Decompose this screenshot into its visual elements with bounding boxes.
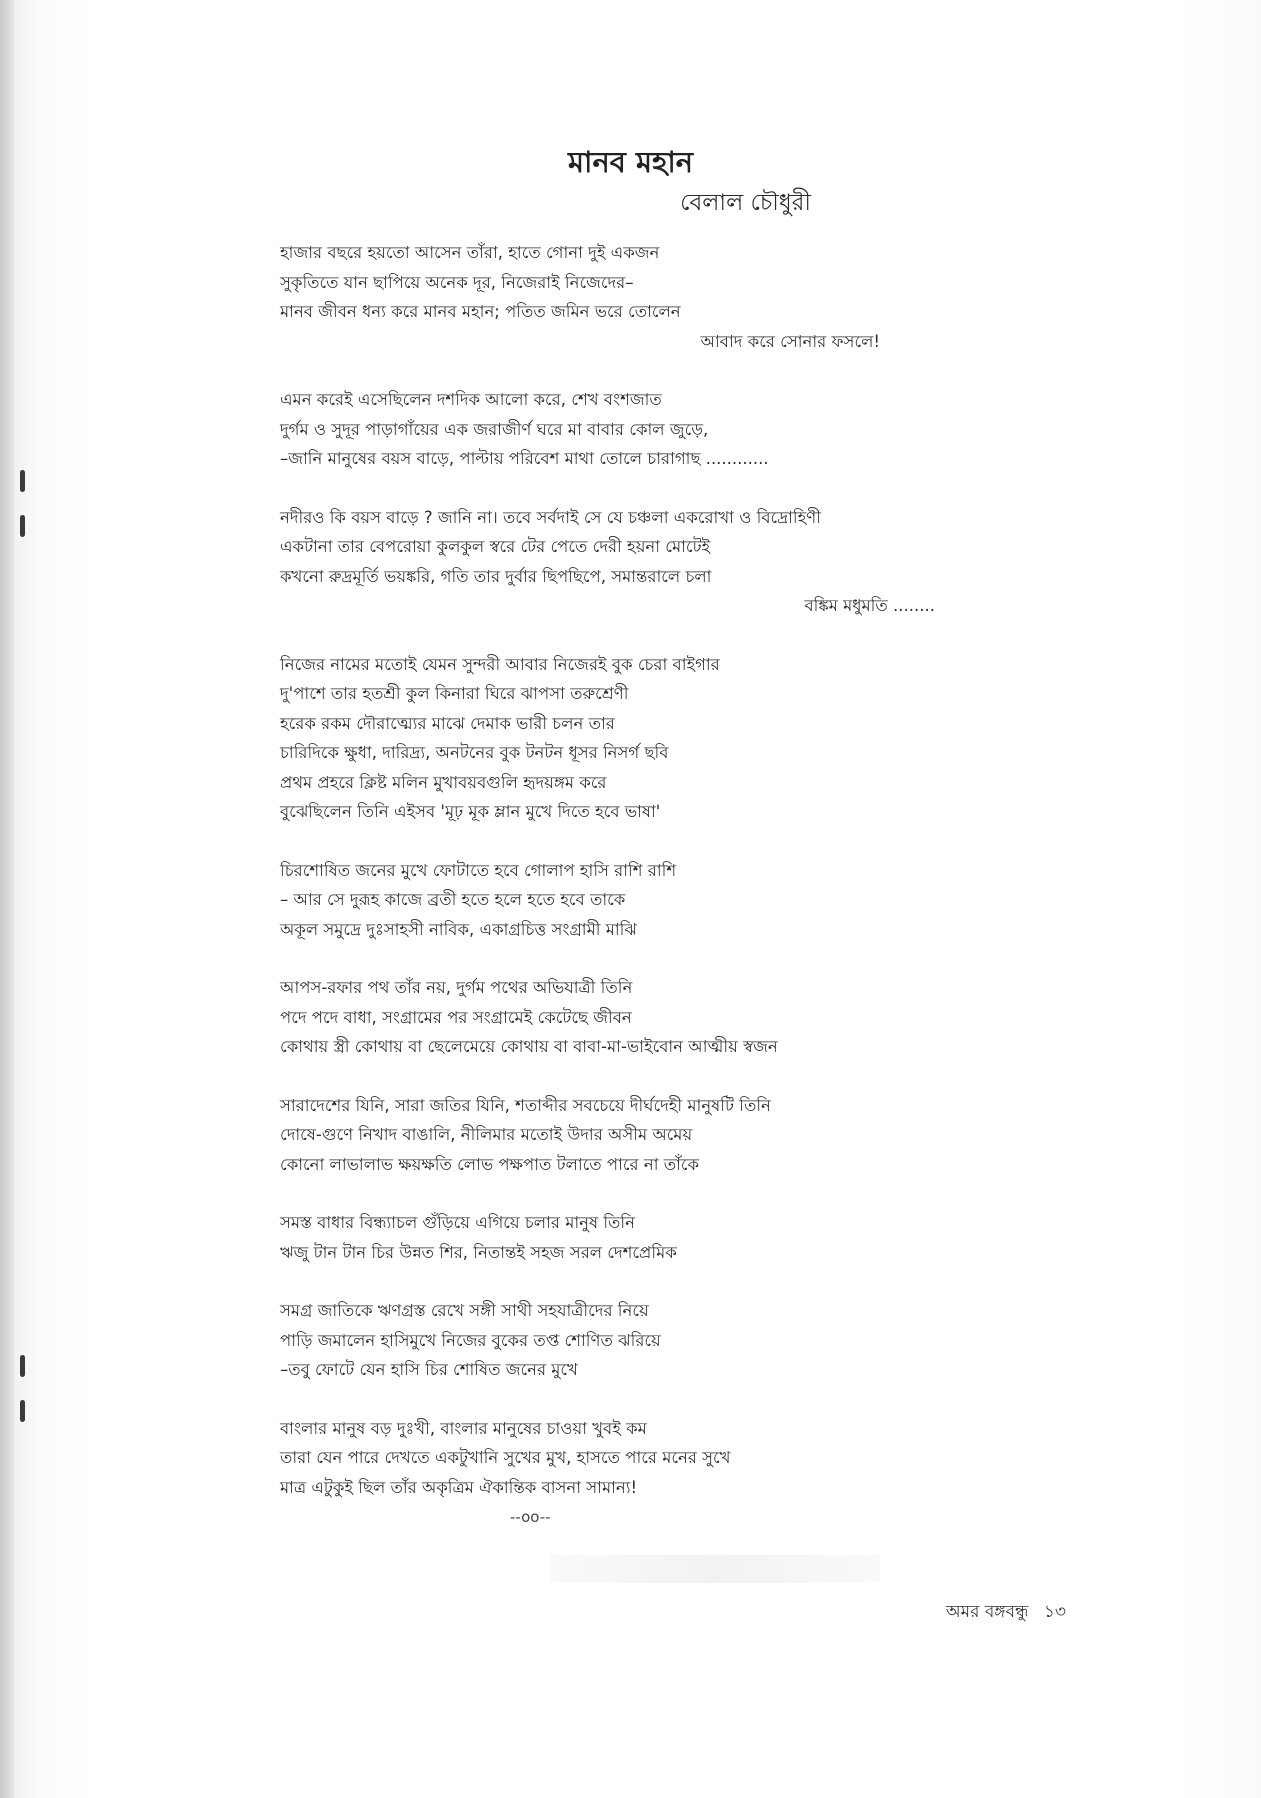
- poem-line: – আর সে দুরূহ কাজে ব্রতী হতে হলে হতে হবে তাকে: [280, 890, 626, 909]
- poem-author: বেলাল চৌধুরী: [680, 190, 811, 216]
- poem-line: কোনো লাভালাভ ক্ষয়ক্ষতি লোভ পক্ষপাত টলাতে পারে না তাঁকে: [280, 1154, 700, 1174]
- poem-line: দুর্গম ও সুদূর পাড়াগাঁয়ের এক জরাজীর্ণ ঘরে মা বাবার কোল জুড়ে,: [280, 419, 709, 439]
- poem-line: নিজের নামের মতোই যেমন সুন্দরী আবার নিজেরই বুক চেরা বাইগার: [280, 654, 720, 674]
- stanza: [280, 1208, 940, 1267]
- poem-line: দু'পাশে তার হতশ্রী কুল কিনারা ঘিরে ঝাপসা তরুশ্রেণী: [280, 684, 629, 703]
- stanza: [280, 1414, 940, 1503]
- stanza: [280, 973, 940, 1062]
- poem-line: বাংলার মানুষ বড় দুঃখী, বাংলার মানুষের চাওয়া খুবই কম: [280, 1418, 647, 1438]
- poem-line: কখনো রুদ্রমূর্তি ভয়ঙ্করি, গতি তার দুর্বার ছিপছিপে, সমান্তরালে চলা: [280, 566, 712, 586]
- binding-mark: [20, 515, 25, 537]
- binding-mark: [20, 1355, 25, 1377]
- poem-line: বুঝেছিলেন তিনি এইসব 'মূঢ় মূক ম্লান মুখে দিতে হবে ভাষা': [280, 802, 661, 821]
- stanza: [280, 1296, 940, 1385]
- bleed-through-shadow: [550, 1555, 880, 1583]
- poem-line: হাজার বছরে হয়তো আসেন তাঁরা, হাতে গোনা দুই একজন: [280, 243, 660, 262]
- poem-line: ঋজু টান টান চির উন্নত শির, নিতান্তই সহজ সরল দেশপ্রেমিক: [280, 1242, 677, 1262]
- binding-mark: [20, 470, 25, 492]
- stanza: [280, 856, 940, 945]
- poem-line: তারা যেন পারে দেখতে একটুখানি সুখের মুখ, হাসতে পারে মনের সুখে: [280, 1448, 731, 1467]
- end-mark: --oo--: [510, 1508, 551, 1526]
- page-number: ১৩: [1043, 1602, 1066, 1622]
- poem-line: নদীরও কি বয়স বাড়ে ? জানি না। তবে সর্বদাই সে যে চঞ্চলা একরোখা ও বিদ্রোহিণী: [280, 507, 821, 527]
- poem-line: পদে পদে বাধা, সংগ্রামের পর সংগ্রামেই কেটেছে জীবন: [280, 1007, 632, 1027]
- poem-title: মানব মহান: [567, 145, 694, 179]
- poem-line: এমন করেই এসেছিলেন দশদিক আলো করে, শেখ বংশজাত: [280, 390, 662, 409]
- poem-line: সমগ্র জাতিকে ঋণগ্রস্ত রেখে সঙ্গী সাথী সহযাত্রীদের নিয়ে: [280, 1301, 649, 1320]
- poem-line: চারিদিকে ক্ষুধা, দারিদ্র্য, অনটনের বুক টনটন ধূসর নিসর্গ ছবি: [280, 743, 669, 762]
- poem-line: দোষে-গুণে নিখাদ বাঙালি, নীলিমার মতোই উদার অসীম অমেয়: [280, 1125, 693, 1144]
- poem-line: কোথায় স্ত্রী কোথায় বা ছেলেমেয়ে কোথায় বা বাবা-মা-ভাইবোন আত্মীয় স্বজন: [280, 1037, 778, 1056]
- poem-line: বঙ্কিম মধুমতি ........: [804, 596, 935, 615]
- stanza: [280, 650, 940, 827]
- poem-line: –তবু ফোটে যেন হাসি চির শোষিত জনের মুখে: [280, 1360, 578, 1379]
- binding-edge: [0, 0, 14, 1798]
- stanza: [280, 238, 940, 356]
- poem-line: মানব জীবন ধন্য করে মানব মহান; পতিত জমিন ভরে তোলেন: [280, 302, 681, 321]
- poem-line: আপস-রফার পথ তাঁর নয়, দুর্গম পথের অভিযাত্রী তিনি: [280, 978, 633, 997]
- poem-line: প্রথম প্রহরে ক্লিষ্ট মলিন মুখাবয়বগুলি হৃদয়ঙ্গম করে: [280, 772, 607, 792]
- poem-line: চিরশোষিত জনের মুখে ফোটাতে হবে গোলাপ হাসি রাশি রাশি: [280, 860, 677, 880]
- poem-line: অকূল সমুদ্রে দুঃসাহসী নাবিক, একাগ্রচিত্ত সংগ্রামী মাঝি: [280, 919, 637, 939]
- poem-line: একটানা তার বেপরোয়া কুলকুল স্বরে টের পেতে দেরী হয়না মোটেই: [280, 537, 711, 556]
- stanza: [280, 385, 940, 474]
- poem-line: –জানি মানুষের বয়স বাড়ে, পাল্টায় পরিবেশ মাথা তোলে চারাগাছ ............: [280, 449, 769, 468]
- page-footer: [0, 1599, 1066, 1627]
- poem-line: মাত্র এটুকুই ছিল তাঁর অকৃত্রিম ঐকান্তিক বাসনা সামান্য!: [280, 1477, 638, 1497]
- poem-line: সারাদেশের যিনি, সারা জতির যিনি, শতাব্দীর সবচেয়ে দীর্ঘদেহী মানুষটি তিনি: [280, 1095, 771, 1115]
- book-title: অমর বঙ্গবন্ধু: [945, 1602, 1029, 1622]
- poem-line: সুকৃতিতে যান ছাপিয়ে অনেক দূর, নিজেরাই নিজেদের–: [280, 272, 634, 292]
- stanza: [280, 1091, 940, 1180]
- poem-body: [280, 238, 940, 1527]
- poem-line: হরেক রকম দৌরাত্ম্যের মাঝে দেমাক ভারী চলন তার: [280, 713, 615, 733]
- stanza: [280, 503, 940, 621]
- poem-line: পাড়ি জমালেন হাসিমুখে নিজের বুকের তপ্ত শোণিত ঝরিয়ে: [280, 1330, 661, 1350]
- binding-mark: [20, 1400, 25, 1422]
- poem-line: আবাদ করে সোনার ফসলে!: [700, 331, 880, 351]
- poem-line: সমস্ত বাধার বিন্ধ্যাচল গুঁড়িয়ে এগিয়ে চলার মানুষ তিনি: [280, 1213, 635, 1232]
